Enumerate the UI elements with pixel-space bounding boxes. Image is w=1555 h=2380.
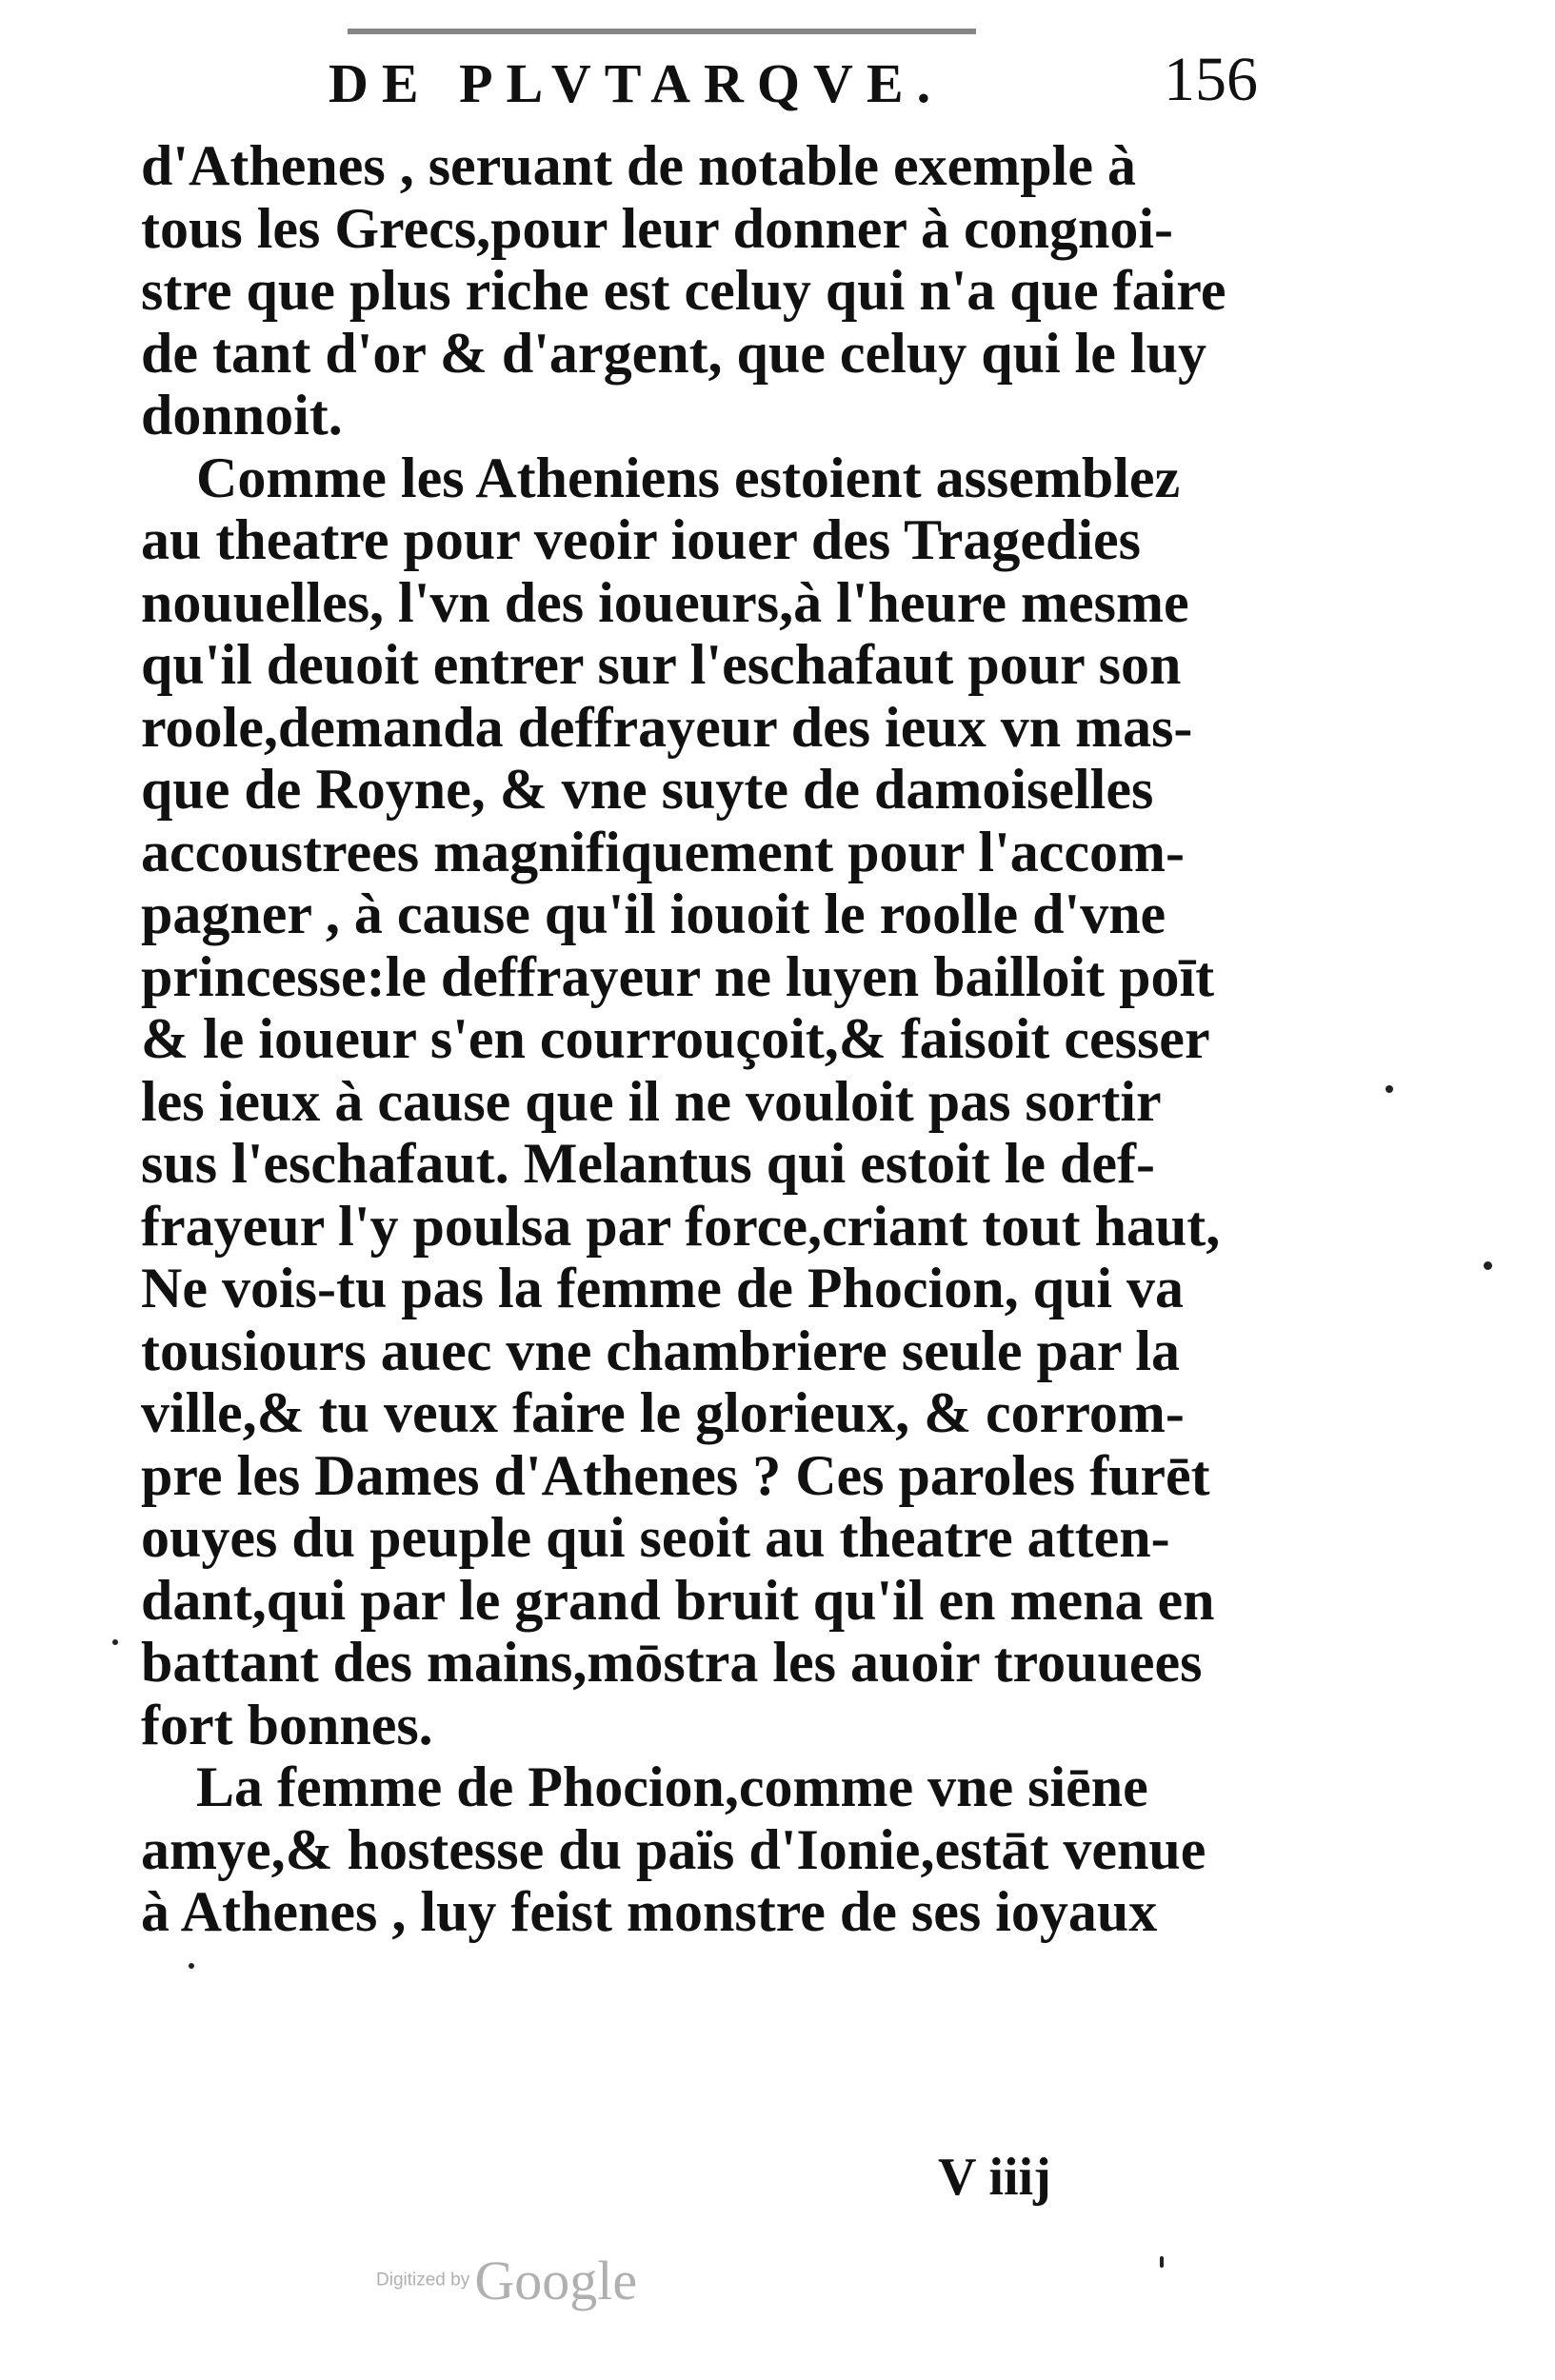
text-line: stre que plus riche est celuy qui n'a que faire bbox=[141, 259, 1226, 322]
digitization-watermark bbox=[376, 2249, 637, 2312]
text-line: tousiours auec vne chambriere seule par la bbox=[141, 1319, 1181, 1382]
ink-speck bbox=[1386, 1085, 1393, 1093]
text-line: que de Royne, & vne suyte de damoiselles bbox=[141, 758, 1154, 821]
ink-speck bbox=[1160, 2256, 1164, 2268]
ink-speck bbox=[112, 1639, 118, 1645]
text-line: roole,demanda deffrayeur des ieux vn mas- bbox=[141, 695, 1193, 759]
text-line: dant,qui par le grand bruit qu'il en mena en bbox=[141, 1568, 1215, 1632]
running-title: DE PLVTARQVE. bbox=[329, 52, 945, 114]
text-line: pre les Dames d'Athenes ? Ces paroles furēt bbox=[141, 1443, 1210, 1507]
top-rule bbox=[348, 29, 976, 34]
ink-speck bbox=[189, 1963, 194, 1969]
text-line: Comme les Atheniens estoient assemblez bbox=[196, 446, 1181, 509]
ink-speck bbox=[1484, 1261, 1492, 1270]
text-line: à Athenes , luy feist monstre de ses ioyaux bbox=[141, 1880, 1158, 1943]
text-line: d'Athenes , seruant de notable exemple à bbox=[141, 134, 1136, 197]
watermark-prefix: Digitized by bbox=[376, 2270, 470, 2291]
text-line: de tant d'or & d'argent, que celuy qui le luy bbox=[141, 321, 1206, 385]
text-line: nouuelles, l'vn des ioueurs,à l'heure mesme bbox=[141, 570, 1189, 634]
text-line: fort bonnes. bbox=[141, 1693, 433, 1756]
text-line: frayeur l'y poulsa par force,criant tout haut, bbox=[141, 1194, 1221, 1258]
text-line: sus l'eschafaut. Melantus qui estoit le def- bbox=[141, 1132, 1155, 1195]
text-line: accoustrees magnifiquement pour l'accom- bbox=[141, 820, 1185, 883]
text-line: qu'il deuoit entrer sur l'eschafaut pour son bbox=[141, 633, 1182, 696]
text-line: au theatre pour veoir iouer des Tragedies bbox=[141, 508, 1141, 571]
body-text bbox=[141, 135, 1331, 1944]
text-line: battant des mains,mōstra les auoir trouuees bbox=[141, 1631, 1203, 1694]
text-line: pagner , à cause qu'il iouoit le roolle d'vne bbox=[141, 883, 1166, 945]
text-line: La femme de Phocion,comme vne siēne bbox=[196, 1755, 1148, 1818]
text-line: princesse:le deffrayeur ne luyen bailloit poīt bbox=[141, 944, 1215, 1008]
text-line: Ne vois-tu pas la femme de Phocion, qui va bbox=[141, 1257, 1184, 1319]
signature-mark: V iiij bbox=[938, 2148, 1051, 2207]
text-line: ville,& tu veux faire le glorieux, & corrom- bbox=[141, 1381, 1185, 1444]
text-line: tous les Grecs,pour leur donner à congnoi- bbox=[141, 196, 1173, 260]
page-number: 156 bbox=[1164, 45, 1258, 114]
text-line: & le ioueur s'en courrouçoit,& faisoit cesser bbox=[141, 1007, 1210, 1070]
text-line: donnoit. bbox=[141, 384, 343, 446]
watermark-brand: Google bbox=[474, 2250, 638, 2311]
text-line: les ieux à cause que il ne vouloit pas sortir bbox=[141, 1069, 1162, 1133]
text-line: amye,& hostesse du païs d'Ionie,estāt venue bbox=[141, 1817, 1206, 1881]
text-line: ouyes du peuple qui seoit au theatre atten- bbox=[141, 1506, 1170, 1569]
